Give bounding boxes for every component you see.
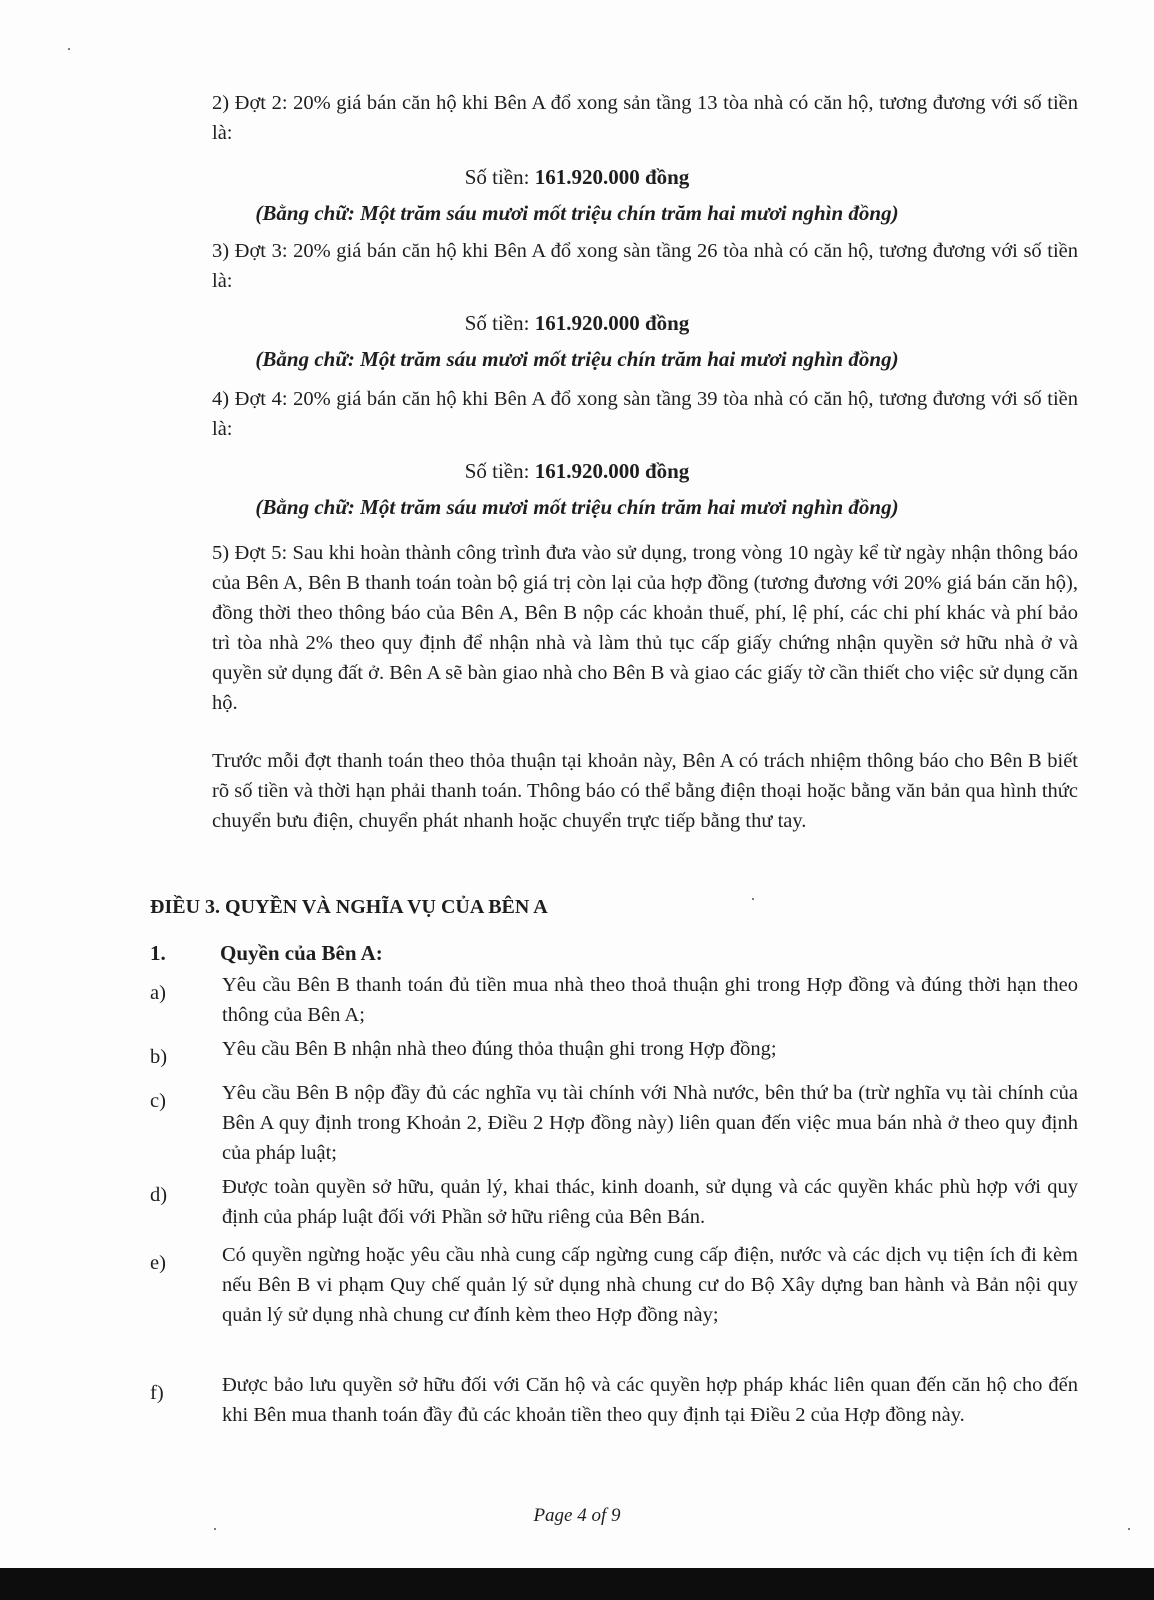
list-item-text: Yêu cầu Bên B nộp đầy đủ các nghĩa vụ tài chính với Nhà nước, bên thứ ba (trừ nghĩa vụ tài chính của Bên A quy định trong Khoản 2, Điều 2 Hợp đồng này) liên quan đến việc mua bán nhà ở theo quy định của pháp luật; xyxy=(222,1082,1078,1164)
amount-value: 161.920.000 đồng xyxy=(534,311,690,335)
scan-edge xyxy=(0,1568,1154,1600)
list-item-text: Yêu cầu Bên B nhận nhà theo đúng thỏa thuận ghi trong Hợp đồng; xyxy=(222,1038,777,1060)
installment-3-text: 3) Đợt 3: 20% giá bán căn hộ khi Bên A đổ xong sàn tầng 26 tòa nhà có căn hộ, tương đương với số tiền là: xyxy=(212,240,1078,292)
installment-4-amount xyxy=(0,456,1154,486)
section-number: 1. xyxy=(150,941,166,965)
section-title: Quyền của Bên A: xyxy=(220,941,383,965)
installment-4-words: (Bằng chữ: Một trăm sáu mươi mốt triệu chín trăm hai mươi nghìn đồng) xyxy=(255,495,899,519)
list-item-label: f) xyxy=(150,1382,164,1404)
scan-speck xyxy=(214,1528,216,1530)
installment-5-text: 5) Đợt 5: Sau khi hoàn thành công trình đưa vào sử dụng, trong vòng 10 ngày kể từ ngày nhận thông báo của Bên A, Bên B thanh toán toàn bộ giá trị còn lại của hợp đồng (tương đương với 20% giá bán căn hộ), đồng thời theo thông báo của Bên A, Bên B nộp các khoản thuế, phí, lệ phí, các chi phí khác và phí bảo trì tòa nhà 2% theo quy định để nhận nhà và làm thủ tục cấp giấy chứng nhận quyền sở hữu nhà ở và quyền sử dụng đất ở. Bên A sẽ bàn giao nhà cho Bên B và giao các giấy tờ cần thiết cho việc sử dụng căn hộ. xyxy=(212,542,1078,714)
amount-value: 161.920.000 đồng xyxy=(534,459,690,483)
list-item-text: Được toàn quyền sở hữu, quản lý, khai thác, kinh doanh, sử dụng và các quyền khác phù hợp với quy định của pháp luật đối với Phần sở hữu riêng của Bên Bán. xyxy=(222,1176,1078,1228)
amount-value: 161.920.000 đồng xyxy=(534,165,690,189)
list-item-text: Yêu cầu Bên B thanh toán đủ tiền mua nhà theo thoả thuận ghi trong Hợp đồng và đúng thời hạn theo thông của Bên A; xyxy=(222,974,1078,1026)
article-heading: ĐIỀU 3. QUYỀN VÀ NGHĨA VỤ CỦA BÊN A xyxy=(150,896,548,918)
installment-4-text: 4) Đợt 4: 20% giá bán căn hộ khi Bên A đổ xong sàn tầng 39 tòa nhà có căn hộ, tương đương với số tiền là: xyxy=(212,388,1078,440)
installment-2-words: (Bằng chữ: Một trăm sáu mươi mốt triệu chín trăm hai mươi nghìn đồng) xyxy=(255,201,899,225)
list-item-label: d) xyxy=(150,1184,168,1206)
page-footer: Page 4 of 9 xyxy=(533,1505,621,1526)
amount-label: Số tiền: xyxy=(464,459,530,483)
amount-label: Số tiền: xyxy=(464,311,530,335)
amount-label: Số tiền: xyxy=(464,165,530,189)
list-item-text: Có quyền ngừng hoặc yêu cầu nhà cung cấp ngừng cung cấp điện, nước và các dịch vụ tiện ích đi kèm nếu Bên B vi phạm Quy chế quản lý sử dụng nhà chung cư do Bộ Xây dựng ban hành và Bản nội quy quản lý sử dụng nhà chung cư đính kèm theo Hợp đồng này; xyxy=(222,1244,1078,1326)
scan-speck xyxy=(68,48,70,50)
list-item-label: c) xyxy=(150,1090,166,1112)
scan-speck xyxy=(752,898,754,900)
list-item-label: e) xyxy=(150,1252,166,1274)
payment-notice-text: Trước mỗi đợt thanh toán theo thỏa thuận tại khoản này, Bên A có trách nhiệm thông báo cho Bên B biết rõ số tiền và thời hạn phải thanh toán. Thông báo có thể bằng điện thoại hoặc bằng văn bản qua hình thức chuyển bưu điện, chuyển phát nhanh hoặc chuyển trực tiếp bằng thư tay. xyxy=(212,750,1078,832)
installment-2-amount xyxy=(0,162,1154,192)
list-item-label: a) xyxy=(150,982,166,1004)
scan-speck xyxy=(1128,1528,1130,1530)
installment-2-text: 2) Đợt 2: 20% giá bán căn hộ khi Bên A đổ xong sản tầng 13 tòa nhà có căn hộ, tương đương với số tiền là: xyxy=(212,92,1078,144)
list-item-label: b) xyxy=(150,1046,168,1068)
installment-3-words: (Bằng chữ: Một trăm sáu mươi mốt triệu chín trăm hai mươi nghìn đồng) xyxy=(255,347,899,371)
list-item-text: Được bảo lưu quyền sở hữu đối với Căn hộ và các quyền hợp pháp khác liên quan đến căn hộ cho đến khi Bên mua thanh toán đầy đủ các khoản tiền theo quy định tại Điều 2 của Hợp đồng này. xyxy=(222,1374,1078,1426)
installment-3-amount xyxy=(0,308,1154,338)
